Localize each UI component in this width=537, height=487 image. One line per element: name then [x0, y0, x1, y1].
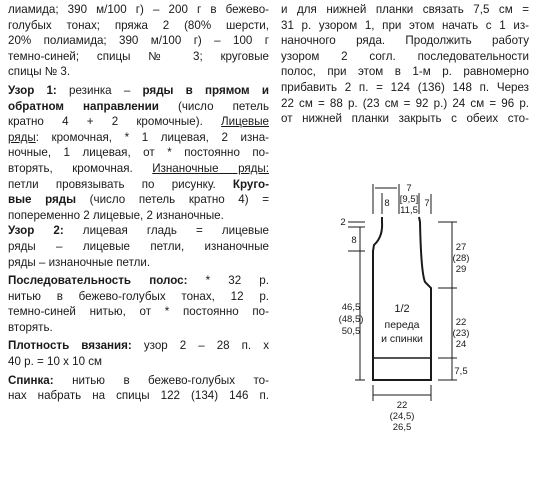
dimension-label: 29	[455, 264, 467, 275]
text-fragment: ряды в прямом и	[142, 83, 269, 97]
text-fragment: : кромочная, * 1 лицевая, 2 изна-	[35, 130, 269, 144]
text-line: 40 р. = 10 х 10 см	[8, 355, 103, 369]
dimension-label: 24	[455, 339, 467, 350]
piece-label: переда	[384, 319, 420, 331]
dimension-label: (28)	[452, 253, 470, 264]
dimension-label: (23)	[452, 328, 470, 339]
pattern-2-heading-line	[8, 223, 269, 239]
text-line: и для нижней планки связать 7,5 см =	[281, 3, 529, 16]
text-line: ряды – изнаночные петли.	[8, 255, 151, 269]
text-line: темно-синей нитью, от * постоянно по-	[8, 305, 269, 319]
text-line: 22 см = 88 р. (23 см = 92 р.) 24 см = 96 р.	[281, 96, 529, 110]
text-line	[8, 114, 269, 130]
text-fragment: (число петель кратно 4) =	[76, 193, 270, 207]
dimension-label: 8	[384, 198, 390, 209]
garment-outline	[373, 217, 431, 380]
gauge-label: Плотность вязания:	[8, 339, 132, 353]
dimension-label: (24,5)	[389, 411, 415, 422]
pattern-1-label: Узор 1:	[8, 83, 57, 97]
text-line	[8, 192, 269, 208]
knit-rows-label: Лицевые	[221, 115, 269, 129]
text-line	[8, 161, 269, 177]
text-line: лиамида; 390 м/100 г) – 200 г в бежево-	[8, 3, 269, 16]
dimension-label: 7	[424, 198, 430, 209]
text-line: узором 2 согл. последовательности	[281, 49, 529, 63]
text-line: наночного ряда. Продолжить работу	[281, 34, 529, 48]
text-line: ряды – лицевые петли, изнаночные	[8, 239, 269, 253]
text-line: вторять.	[8, 320, 53, 334]
text-line: от нижней планки закрыть с обеих сто-	[281, 112, 529, 126]
dimension-label: 26,5	[392, 422, 412, 433]
text-line: спицы № 3.	[8, 65, 71, 79]
left-text-column	[8, 2, 269, 404]
pattern-2-label: Узор 2:	[8, 224, 64, 238]
stripe-sequence-heading-line	[8, 273, 269, 289]
back-label: Спинка:	[8, 373, 54, 387]
back-heading-line	[8, 373, 269, 389]
text-fragment: лицевая гладь = лицевые	[63, 224, 269, 238]
text-line: попеременно 2 лицевые, 2 изнаночные.	[8, 208, 224, 222]
text-line: прибавить 2 п. = 124 (136) 148 п. Через	[281, 80, 529, 94]
text-line	[8, 99, 269, 115]
text-line: 31 р. узором 1, при этом начать с 1 из-	[281, 18, 529, 32]
dimension-label: 22	[396, 400, 408, 411]
text-line: нитью в бежево-голубых тонах, 12 р.	[8, 289, 269, 303]
piece-label: и спинки	[381, 333, 423, 345]
text-fragment: нитью в бежево-голубых то-	[53, 373, 269, 387]
text-line	[8, 177, 269, 193]
dimension-label: [9,5]	[399, 194, 419, 205]
round-rows-label: вые ряды	[8, 193, 77, 207]
text-fragment: петли провязывать по рисунку.	[8, 177, 233, 191]
text-fragment: вторять, кромочная.	[8, 161, 153, 175]
text-fragment: резинка –	[56, 83, 143, 97]
text-fragment: (число петель	[158, 99, 269, 113]
right-text-column	[281, 2, 529, 127]
pattern-1-heading-line	[8, 83, 269, 99]
text-line	[8, 130, 269, 146]
text-fragment: кратно 4 + 2 кромочные).	[8, 115, 222, 129]
dimension-label: 27	[455, 242, 467, 253]
text-line: голубых тонах; пряжа 2 (80% шерсти,	[8, 18, 269, 32]
pattern-schematic	[330, 182, 480, 434]
dimension-label: 46,5	[341, 302, 361, 313]
dimension-label: 2	[340, 217, 346, 228]
dimension-label: 8	[351, 235, 357, 246]
dimension-label: 7,5	[454, 366, 468, 377]
text-line: полос, при этом в 1-м р. равномерно	[281, 65, 529, 79]
dimension-label: 11,5	[400, 205, 418, 216]
text-fragment: обратном направлении	[8, 99, 159, 113]
dimension-label: 7	[406, 183, 412, 194]
stripe-sequence-label: Последовательность полос:	[8, 274, 188, 288]
text-line: ночные, 1 лицевая, от * постоянно по-	[8, 146, 269, 160]
dimension-label: 22	[455, 317, 467, 328]
text-fragment: * 32 р.	[187, 274, 269, 288]
piece-label: 1/2	[394, 303, 410, 315]
round-rows-label: Круго-	[232, 177, 269, 191]
text-line: нах набрать на спицы 122 (134) 146 п.	[8, 389, 269, 403]
dimension-label: (48,5)	[338, 314, 364, 325]
text-fragment: узор 2 – 28 п. х	[131, 339, 269, 353]
knit-rows-label: ряды	[8, 130, 36, 144]
text-line: темно-синей; спицы № 3; круговые	[8, 49, 269, 63]
dimension-label: 50,5	[341, 326, 361, 337]
gauge-heading-line	[8, 338, 269, 354]
purl-rows-label: Изнаночные ряды:	[152, 161, 269, 175]
text-line: 20% полиамида; 390 м/100 г) – 100 г	[8, 34, 269, 48]
